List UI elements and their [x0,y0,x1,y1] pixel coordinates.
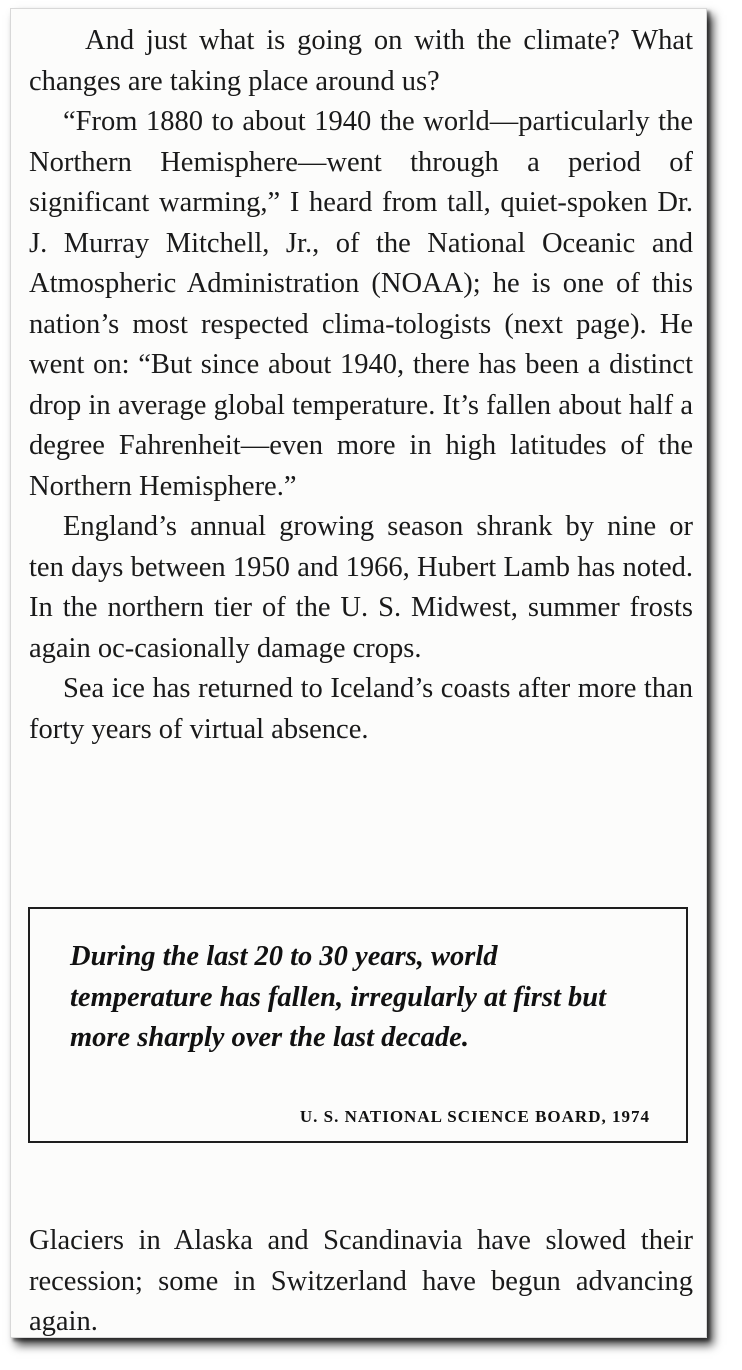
pull-quote-box [28,907,688,1143]
paragraph-glaciers: Glaciers in Alaska and Scandinavia have slowed their recession; some in Switzerland have begun advancing again. [29,1225,693,1337]
article-body [29,21,693,750]
mitchell-quote-text-2: ); he is one of this nation’s most respected clima-tologists (next page). He went on: “But since about 1940, there has been a distinct drop in average global temperature. It’s fallen about half a degree Fahrenheit—even more in high latitudes of the Northern Hemisphere.” [29,268,693,502]
mitchell-quote-text-1: “From 1880 to about 1940 the world—particularly the Northern Hemisphere—went through a period of significant warming,” I heard from tall, quiet-spoken Dr. J. Murray Mitchell, Jr., of the National Oceanic and Atmospheric Administration ( [29,106,693,299]
pull-quote-attribution: U. S. NATIONAL SCIENCE BOARD, 1974 [299,1107,650,1126]
pull-quote-text: During the last 20 to 30 years, world temperature has fallen, irregularly at first but more sharply over the last decade. [70,941,607,1053]
paragraph-mitchell-quote [29,102,693,507]
noaa-abbreviation: NOAA [380,268,464,299]
paragraph-climate-question: And just what is going on with the climate? What changes are taking place around us? [29,25,693,97]
paragraph-growing-season: England’s annual growing season shrank by nine or ten days between 1950 and 1966, Hubert Lamb has noted. In the northern tier of the U. S. Midwest, summer frosts again oc-casionally damage crops. [29,511,693,664]
paragraph-sea-ice: Sea ice has returned to Iceland’s coasts after more than forty years of virtual absence. [29,673,693,745]
magazine-page [10,8,707,1338]
